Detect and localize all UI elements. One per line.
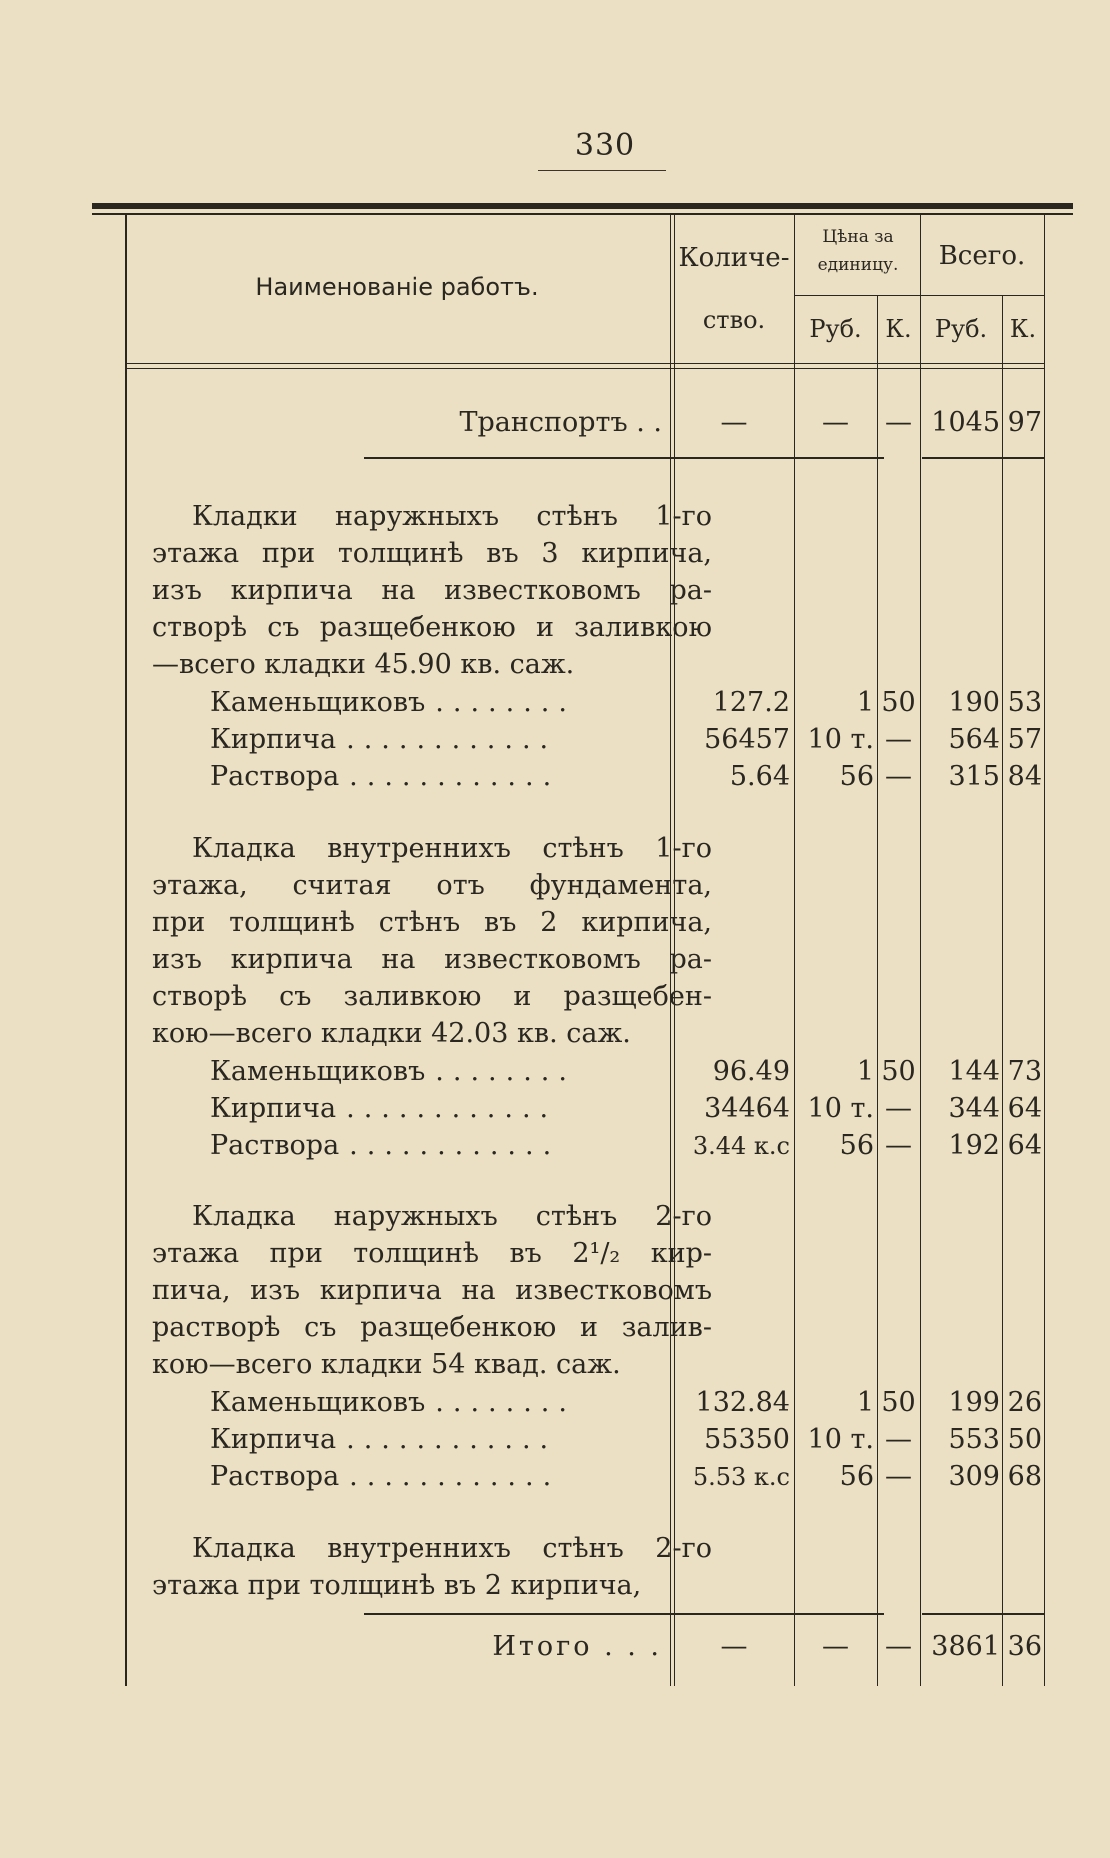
section-2-line: этажа, считая отъ фундамента, (152, 870, 712, 901)
section-4-description (152, 1530, 712, 1604)
header-qty-bottom: ство. (702, 306, 766, 334)
total-rub: 315 (948, 761, 1000, 792)
qty-value: 55350 (704, 1424, 790, 1455)
transport-rule-totals (922, 457, 1044, 459)
total-rub: 309 (948, 1461, 1000, 1492)
price-kop: 50 (881, 1056, 916, 1087)
item-row: Раствора ............ (210, 761, 561, 792)
total-rub: 344 (948, 1093, 1000, 1124)
total-rub: 190 (948, 687, 1000, 718)
estimate-table (92, 203, 1073, 1686)
section-4-line: этажа при толщинѣ въ 2 кирпича, (152, 1570, 642, 1601)
price-rub: 1 (856, 687, 874, 718)
price-kop: — (885, 1424, 912, 1455)
transport-price-kop: — (885, 407, 912, 438)
total-rule-totals (922, 1613, 1044, 1615)
transport-rule (364, 457, 884, 459)
total-qty: — (720, 1631, 748, 1662)
price-kop: 50 (881, 1387, 916, 1418)
qty-value: 5.53 к.с (692, 1463, 790, 1491)
grand-total-rub: 3861 (931, 1631, 1000, 1662)
section-2-line: кою—всего кладки 42.03 кв. саж. (152, 1018, 631, 1049)
item-row: Кирпича ............ (210, 1093, 558, 1124)
item-row: Каменьщиковъ ........ (210, 687, 576, 718)
section-2-line: створѣ съ заливкою и разщебен- (152, 981, 712, 1012)
section-2-line: Кладка внутреннихъ стѣнъ 1-го (192, 833, 712, 864)
header-name: Наименованіе работъ. (255, 273, 539, 301)
header-total: Всего. (938, 241, 1026, 271)
item-row: Кирпича ............ (210, 724, 558, 755)
section-3-line: пича, изъ кирпича на известковомъ (152, 1275, 712, 1306)
section-3-line: кою—всего кладки 54 квад. саж. (152, 1349, 621, 1380)
page-number: 330 (574, 128, 636, 163)
header-qty-top: Количе- (678, 243, 790, 273)
price-rub: 56 (839, 1461, 874, 1492)
section-3-line: этажа при толщинѣ въ 2¹/₂ кир- (152, 1238, 712, 1269)
header-total-rub: Руб. (934, 315, 988, 343)
item-row: Раствора ............ (210, 1130, 561, 1161)
total-kop: 26 (1007, 1387, 1042, 1418)
section-2-line: изъ кирпича на известковомъ ра- (152, 944, 712, 975)
section-2-description (152, 830, 712, 1052)
header-price-rub: Руб. (809, 315, 862, 343)
section-4-line: Кладка внутреннихъ стѣнъ 2-го (192, 1533, 712, 1564)
header-total-kop: К. (1009, 315, 1037, 343)
price-kop: — (885, 1130, 912, 1161)
header-price-kop: К. (885, 315, 912, 343)
qty-value: 96.49 (712, 1056, 790, 1087)
total-rub: 564 (948, 724, 1000, 755)
section-3-description (152, 1198, 712, 1383)
total-rub: 144 (948, 1056, 1000, 1087)
price-kop: — (885, 1461, 912, 1492)
section-1-line: —всего кладки 45.90 кв. саж. (152, 649, 575, 680)
top-rule-thin (92, 213, 1073, 215)
total-kop: 68 (1007, 1461, 1042, 1492)
total-rule (364, 1613, 884, 1615)
section-1-description (152, 498, 712, 683)
price-rub: 56 (839, 761, 874, 792)
top-rule-thick (92, 203, 1073, 209)
item-row: Раствора ............ (210, 1461, 561, 1492)
total-kop: 64 (1007, 1093, 1042, 1124)
total-kop: 50 (1007, 1424, 1042, 1455)
item-row: Каменьщиковъ ........ (210, 1056, 576, 1087)
total-kop: 53 (1007, 687, 1042, 718)
item-row: Каменьщиковъ ........ (210, 1387, 576, 1418)
transport-total-kop: 97 (1007, 407, 1042, 438)
item-row: Кирпича ............ (210, 1424, 558, 1455)
page-number-rule (538, 170, 666, 171)
section-1-line: изъ кирпича на известковомъ ра- (152, 575, 712, 606)
qty-value: 127.2 (712, 687, 790, 718)
transport-label: Транспортъ . . (459, 407, 662, 438)
total-label: Итого . . . (492, 1631, 662, 1662)
transport-total-rub: 1045 (931, 407, 1000, 438)
transport-qty: — (720, 407, 748, 438)
total-kop: 64 (1007, 1130, 1042, 1161)
total-rub: 553 (948, 1424, 1000, 1455)
price-rub: 56 (839, 1130, 874, 1161)
total-kop: 57 (1007, 724, 1042, 755)
total-kop: 84 (1007, 761, 1042, 792)
col-line-right (1044, 215, 1045, 1686)
qty-value: 3.44 к.с (692, 1132, 790, 1160)
price-kop: — (885, 761, 912, 792)
section-3-line: Кладка наружныхъ стѣнъ 2-го (192, 1201, 712, 1232)
price-rub: 10 т. (807, 1093, 874, 1124)
price-rub: 10 т. (807, 724, 874, 755)
header-price: Цѣна за единицу. (817, 227, 899, 275)
section-2-line: при толщинѣ стѣнъ въ 2 кирпича, (152, 907, 712, 938)
price-rub: 1 (856, 1056, 874, 1087)
qty-value: 56457 (704, 724, 790, 755)
price-kop: — (885, 724, 912, 755)
total-price-kop: — (885, 1631, 912, 1662)
col-line-left (125, 215, 127, 1686)
header-bottom-rule-b (125, 368, 1044, 369)
header-sub-rule (794, 295, 1044, 296)
section-1-line: Кладки наружныхъ стѣнъ 1-го (192, 501, 712, 532)
total-rub: 192 (948, 1130, 1000, 1161)
price-rub: 10 т. (807, 1424, 874, 1455)
price-kop: — (885, 1093, 912, 1124)
total-kop: 73 (1007, 1056, 1042, 1087)
section-1-line: этажа при толщинѣ въ 3 кирпича, (152, 538, 712, 569)
qty-value: 132.84 (695, 1387, 790, 1418)
total-price-rub: — (822, 1631, 849, 1662)
grand-total-kop: 36 (1007, 1631, 1042, 1662)
price-rub: 1 (856, 1387, 874, 1418)
header-bottom-rule-a (125, 363, 1044, 364)
total-rub: 199 (948, 1387, 1000, 1418)
qty-value: 34464 (704, 1093, 790, 1124)
price-kop: 50 (881, 687, 916, 718)
qty-value: 5.64 (729, 761, 790, 792)
transport-price-rub: — (822, 407, 849, 438)
section-1-line: створѣ съ разщебенкою и заливкою (152, 612, 712, 643)
section-3-line: растворѣ съ разщебенкою и залив- (152, 1312, 712, 1343)
